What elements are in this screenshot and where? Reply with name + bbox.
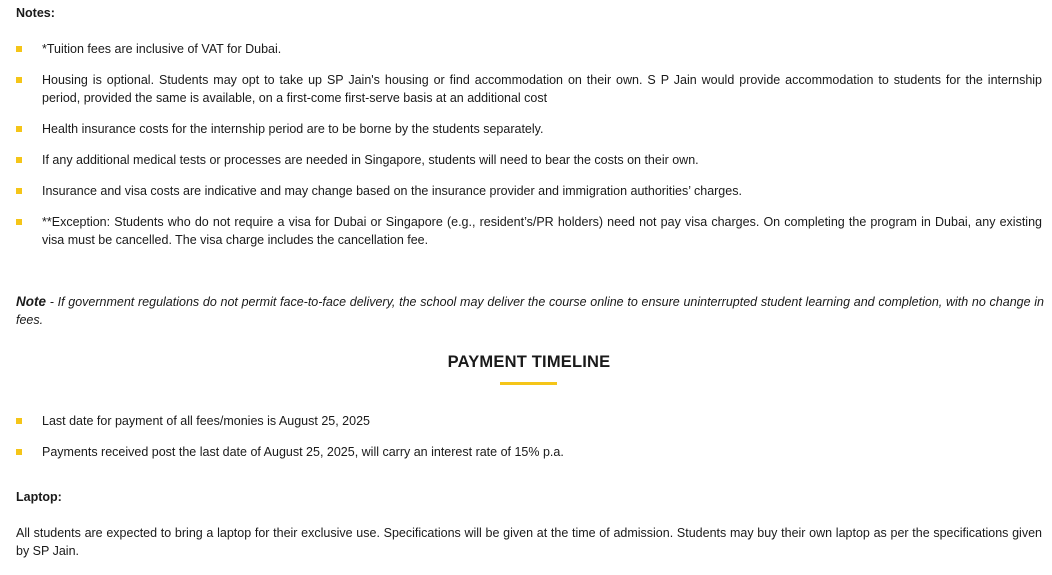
square-bullet-icon [16, 46, 22, 52]
list-item [16, 40, 1042, 58]
notes-list [16, 40, 1042, 262]
square-bullet-icon [16, 418, 22, 424]
government-note [16, 293, 1044, 329]
list-item [16, 182, 1042, 200]
list-item-text: **Exception: Students who do not require a visa for Dubai or Singapore (e.g., resident’s/PR holders) need not pay visa charges. On completing the program in Dubai, any existing visa must be cancelled. The visa charge includes the cancellation fee. [42, 215, 1042, 247]
list-item-text: Payments received post the last date of August 25, 2025, will carry an interest rate of 15% p.a. [42, 445, 564, 459]
payment-list [16, 412, 1042, 474]
square-bullet-icon [16, 126, 22, 132]
square-bullet-icon [16, 157, 22, 163]
list-item [16, 412, 1042, 430]
square-bullet-icon [16, 77, 22, 83]
list-item-text: Housing is optional. Students may opt to take up SP Jain's housing or find accommodation on their own. S P Jain would provide accommodation to students for the internship period, provided the same is available, on a first-come first-serve basis at an additional cost [42, 73, 1042, 105]
notes-heading: Notes: [16, 6, 55, 20]
list-item [16, 71, 1042, 107]
list-item-text: Health insurance costs for the internship period are to be borne by the students separately. [42, 122, 544, 136]
square-bullet-icon [16, 449, 22, 455]
list-item-text: *Tuition fees are inclusive of VAT for Dubai. [42, 42, 282, 56]
note-label: Note [16, 293, 46, 309]
list-item [16, 120, 1042, 138]
laptop-paragraph: All students are expected to bring a laptop for their exclusive use. Specifications will be given at the time of admission. Students may buy their own laptop as per the specifications given by SP Jain. [16, 526, 1042, 558]
square-bullet-icon [16, 219, 22, 225]
payment-timeline-heading: PAYMENT TIMELINE [447, 353, 611, 371]
list-item [16, 151, 1042, 169]
note-text: - If government regulations do not permit face-to-face delivery, the school may deliver the course online to ensure uninterrupted student learning and completion, with no change in fees. [16, 294, 1044, 327]
heading-underline [500, 382, 557, 385]
laptop-heading: Laptop: [16, 490, 62, 504]
list-item-text: Insurance and visa costs are indicative and may change based on the insurance provider and immigration authorities’ charges. [42, 184, 742, 198]
list-item-text: Last date for payment of all fees/monies is August 25, 2025 [42, 414, 370, 428]
list-item [16, 443, 1042, 461]
list-item-text: If any additional medical tests or processes are needed in Singapore, students will need to bear the costs on their own. [42, 153, 699, 167]
list-item [16, 213, 1042, 249]
square-bullet-icon [16, 188, 22, 194]
